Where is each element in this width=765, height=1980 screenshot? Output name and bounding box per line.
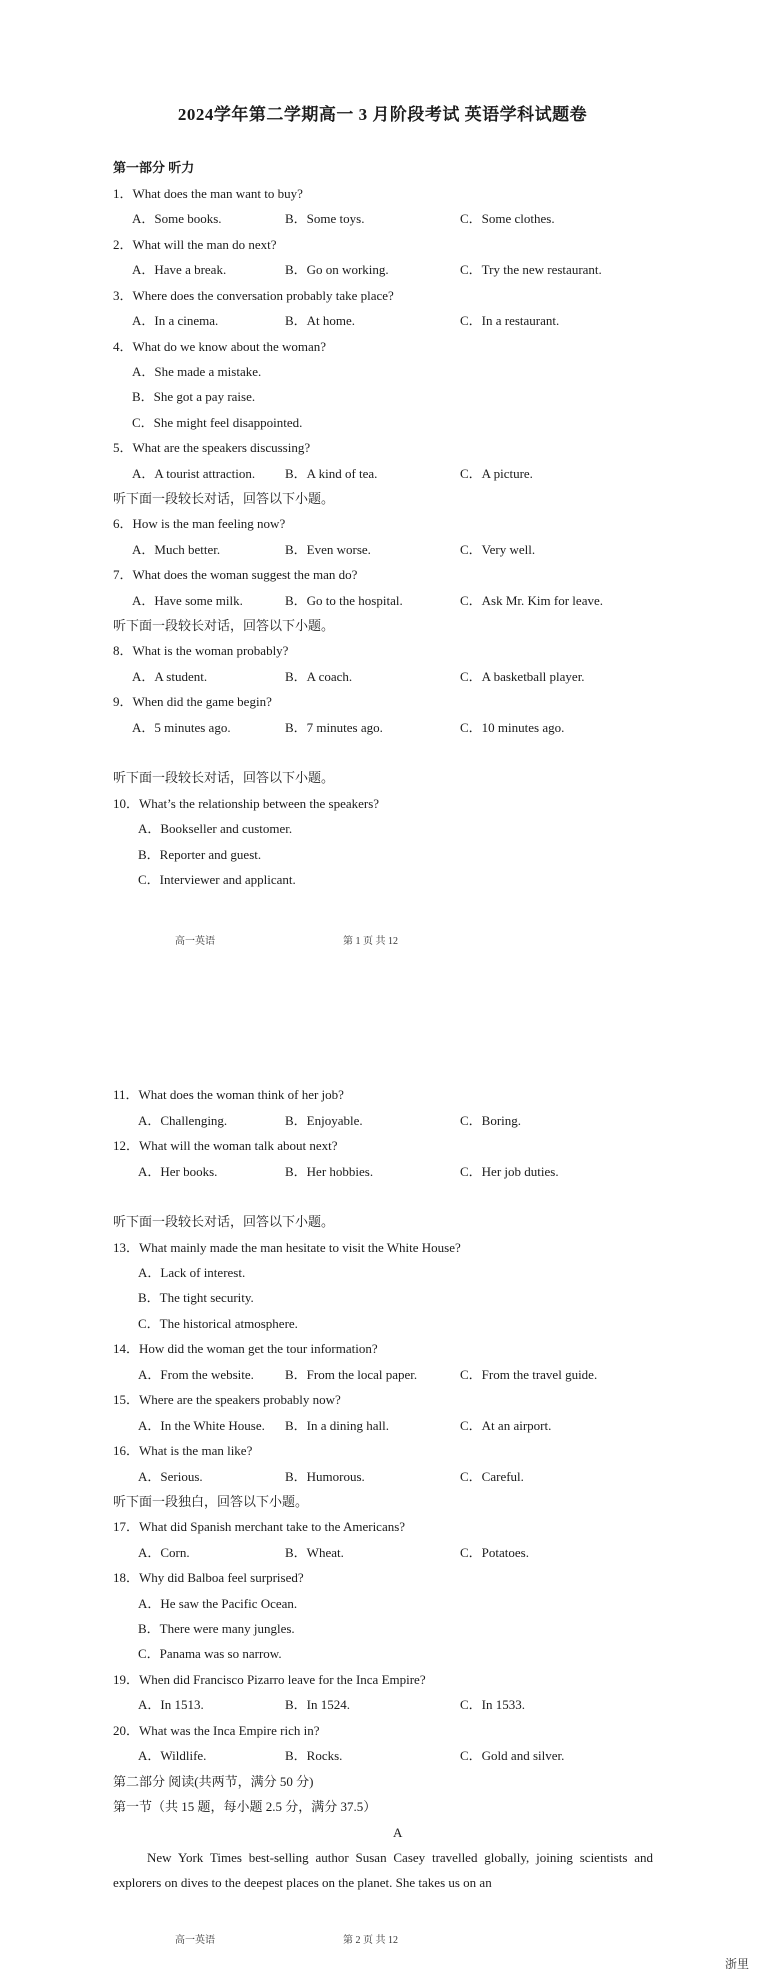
q9-option-c: C．10 minutes ago. [460, 720, 565, 735]
q12-option-c: C．Her job duties. [460, 1164, 559, 1179]
q17-option-a: A．Corn. [138, 1545, 190, 1560]
question-17: 17．What did Spanish merchant take to the Americans? [113, 1519, 406, 1534]
q19-option-b: B．In 1524. [285, 1697, 351, 1712]
q19-option-a: A．In 1513. [138, 1697, 204, 1712]
q2-option-b: B．Go on working. [285, 262, 389, 277]
q18-option-a: A．He saw the Pacific Ocean. [138, 1596, 298, 1611]
q7-option-a: A．Have some milk. [132, 593, 243, 608]
question-5: 5．What are the speakers discussing? [113, 440, 311, 455]
footer-page-number: 第 1 页 共 12 [343, 936, 398, 947]
q3-option-b: B．At home. [285, 313, 356, 328]
q2-option-c: C．Try the new restaurant. [460, 262, 602, 277]
q6-option-c: C．Very well. [460, 542, 536, 557]
question-18: 18．Why did Balboa feel surprised? [113, 1570, 304, 1585]
q20-option-c: C．Gold and silver. [460, 1748, 565, 1763]
instruction-long-dialog: 听下面一段较长对话，回答以下小题。 [113, 618, 335, 633]
section1-heading: 第一部分 听力 [113, 160, 195, 175]
q18-option-b: B．There were many jungles. [138, 1621, 295, 1636]
q6-option-a: A．Much better. [132, 542, 221, 557]
q14-option-c: C．From the travel guide. [460, 1367, 598, 1382]
question-1: 1．What does the man want to buy? [113, 186, 303, 201]
q16-option-c: C．Careful. [460, 1469, 524, 1484]
q18-option-c: C．Panama was so narrow. [138, 1646, 282, 1661]
question-7: 7．What does the woman suggest the man do? [113, 567, 358, 582]
question-3: 3．Where does the conversation probably take place? [113, 288, 394, 303]
question-13: 13．What mainly made the man hesitate to visit the White House? [113, 1240, 461, 1255]
q7-option-b: B．Go to the hospital. [285, 593, 403, 608]
q10-option-b: B．Reporter and guest. [138, 847, 262, 862]
q1-option-a: A．Some books. [132, 211, 222, 226]
footer-subject: 高一英语 [175, 936, 215, 947]
q20-option-b: B．Rocks. [285, 1748, 343, 1763]
q16-option-b: B．Humorous. [285, 1469, 365, 1484]
question-6: 6．How is the man feeling now? [113, 516, 286, 531]
section2-heading: 第二部分 阅读(共两节，满分 50 分) [113, 1774, 314, 1789]
q10-option-a: A．Bookseller and customer. [138, 821, 293, 836]
q4-option-b: B．She got a pay raise. [132, 389, 256, 404]
q2-option-a: A．Have a break. [132, 262, 227, 277]
q9-option-a: A．5 minutes ago. [132, 720, 231, 735]
exam-title: 2024学年第二学期高一 3 月阶段考试 英语学科试题卷 [177, 105, 588, 124]
q13-option-b: B．The tight security. [138, 1290, 254, 1305]
q3-option-a: A．In a cinema. [132, 313, 219, 328]
q1-option-b: B．Some toys. [285, 211, 365, 226]
q15-option-a: A．In the White House. [138, 1418, 265, 1433]
question-2: 2．What will the man do next? [113, 237, 277, 252]
instruction-long-dialog: 听下面一段较长对话，回答以下小题。 [113, 1214, 335, 1229]
question-8: 8．What is the woman probably? [113, 643, 289, 658]
instruction-long-dialog: 听下面一段较长对话，回答以下小题。 [113, 770, 335, 785]
watermark-corner-text: 浙里 [725, 1957, 750, 1971]
q4-option-c: C．She might feel disappointed. [132, 415, 303, 430]
q17-option-b: B．Wheat. [285, 1545, 344, 1560]
q20-option-a: A．Wildlife. [138, 1748, 207, 1763]
q8-option-a: A．A student. [132, 669, 208, 684]
q17-option-c: C．Potatoes. [460, 1545, 529, 1560]
instruction-long-dialog: 听下面一段较长对话，回答以下小题。 [113, 491, 335, 506]
question-14: 14．How did the woman get the tour information? [113, 1341, 378, 1356]
section2-subheading: 第一节（共 15 题，每小题 2.5 分，满分 37.5） [113, 1799, 377, 1814]
q8-option-b: B．A coach. [285, 669, 353, 684]
q13-option-a: A．Lack of interest. [138, 1265, 246, 1280]
q14-option-b: B．From the local paper. [285, 1367, 418, 1382]
q11-option-c: C．Boring. [460, 1113, 522, 1128]
q6-option-b: B．Even worse. [285, 542, 371, 557]
q3-option-c: C．In a restaurant. [460, 313, 560, 328]
q15-option-c: C．At an airport. [460, 1418, 552, 1433]
passage-a-text: New York Times best-selling author Susan Casey travelled globally, joining scientists and explorers on dives to the deepest places on the planet. She takes us on an [113, 1850, 653, 1890]
q12-option-b: B．Her hobbies. [285, 1164, 374, 1179]
q16-option-a: A．Serious. [138, 1469, 203, 1484]
question-12: 12．What will the woman talk about next? [113, 1138, 338, 1153]
q11-option-a: A．Challenging. [138, 1113, 228, 1128]
question-19: 19．When did Francisco Pizarro leave for the Inca Empire? [113, 1672, 426, 1687]
q5-option-c: C．A picture. [460, 466, 533, 481]
q13-option-c: C．The historical atmosphere. [138, 1316, 298, 1331]
passage-label: A [393, 1825, 403, 1840]
q15-option-b: B．In a dining hall. [285, 1418, 389, 1433]
question-9: 9．When did the game begin? [113, 694, 272, 709]
footer-page-number: 第 2 页 共 12 [343, 1935, 398, 1946]
instruction-monologue: 听下面一段独白，回答以下小题。 [113, 1494, 309, 1509]
question-15: 15．Where are the speakers probably now? [113, 1392, 341, 1407]
q4-option-a: A．She made a mistake. [132, 364, 262, 379]
question-10: 10．What’s the relationship between the speakers? [113, 796, 380, 811]
question-16: 16．What is the man like? [113, 1443, 253, 1458]
q7-option-c: C．Ask Mr. Kim for leave. [460, 593, 603, 608]
footer-subject: 高一英语 [175, 1935, 215, 1946]
q14-option-a: A．From the website. [138, 1367, 254, 1382]
question-11: 11．What does the woman think of her job? [113, 1087, 344, 1102]
question-20: 20．What was the Inca Empire rich in? [113, 1723, 320, 1738]
q8-option-c: C．A basketball player. [460, 669, 585, 684]
q1-option-c: C．Some clothes. [460, 211, 555, 226]
q12-option-a: A．Her books. [138, 1164, 218, 1179]
q5-option-a: A．A tourist attraction. [132, 466, 256, 481]
q10-option-c: C．Interviewer and applicant. [138, 872, 296, 887]
q9-option-b: B．7 minutes ago. [285, 720, 383, 735]
q5-option-b: B．A kind of tea. [285, 466, 378, 481]
q11-option-b: B．Enjoyable. [285, 1113, 363, 1128]
question-4: 4．What do we know about the woman? [113, 339, 327, 354]
q19-option-c: C．In 1533. [460, 1697, 526, 1712]
